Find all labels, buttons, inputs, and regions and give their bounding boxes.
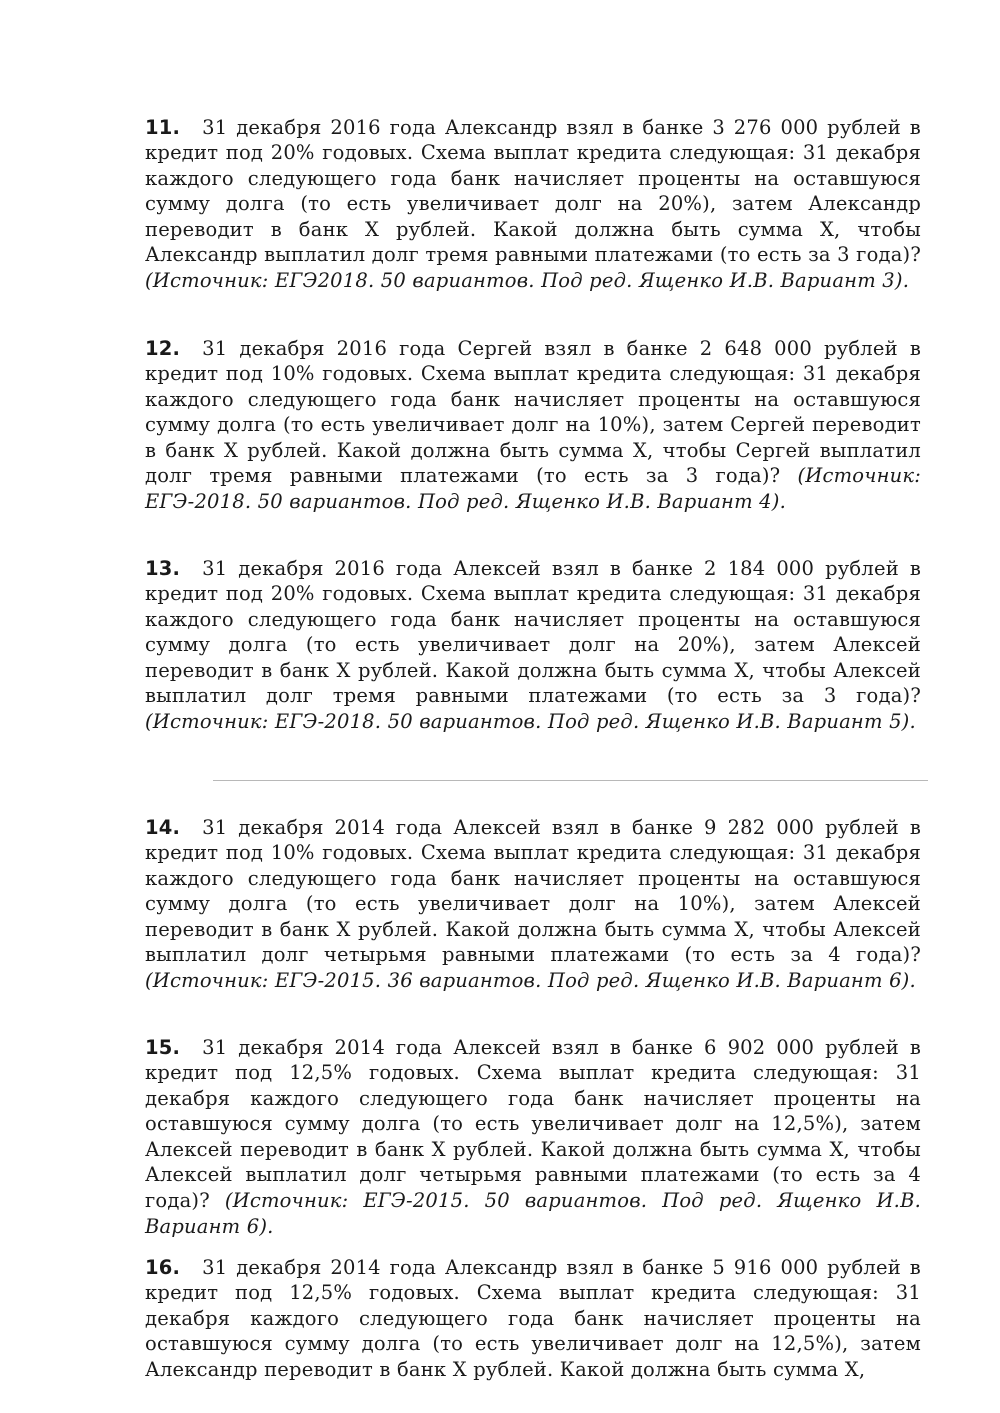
problem-number: 11. xyxy=(145,115,181,139)
problem-16 xyxy=(145,1255,921,1383)
problem-text: 31 декабря 2014 года Александр взял в банке 5 916 000 рублей в кредит под 12,5% годовых. Схема выплат кредита следующая: 31 декабря каждого следующего года банк начисляет проценты на оставшуюся сумму долга (то есть увеличивает долг на 12,5%), затем Александр переводит в банк X рублей. Какой должна быть сумма X, xyxy=(145,1255,921,1381)
problem-number: 12. xyxy=(145,336,181,360)
problem-source: (Источник: ЕГЭ-2015. 36 вариантов. Под ред. Ященко И.В. Вариант 6). xyxy=(145,969,916,993)
problem-number: 16. xyxy=(145,1255,181,1279)
problem-text: 31 декабря 2016 года Сергей взял в банке 2 648 000 рублей в кредит под 10% годовых. Схема выплат кредита следующая: 31 декабря каждого следующего года банк начисляет проценты на оставшуюся сумму долга (то есть увеличивает долг на 10%), затем Сергей переводит в банк X рублей. Какой должна быть сумма X, чтобы Сергей выплатил долг тремя равными платежами (то есть за 3 года)? xyxy=(145,336,921,488)
problem-number: 15. xyxy=(145,1035,181,1059)
problem-text: 31 декабря 2016 года Алексей взял в банке 2 184 000 рублей в кредит под 20% годовых. Схема выплат кредита следующая: 31 декабря каждого следующего года банк начисляет проценты на оставшуюся сумму долга (то есть увеличивает долг на 20%), затем Алексей переводит в банк X рублей. Какой должна быть сумма X, чтобы Алексей выплатил долг тремя равными платежами (то есть за 3 года)? xyxy=(145,556,921,708)
problem-11 xyxy=(145,115,921,294)
problem-12 xyxy=(145,336,921,515)
problem-14 xyxy=(145,815,921,994)
problem-15 xyxy=(145,1035,921,1240)
problem-text: 31 декабря 2014 года Алексей взял в банке 9 282 000 рублей в кредит под 10% годовых. Схема выплат кредита следующая: 31 декабря каждого следующего года банк начисляет проценты на оставшуюся сумму долга (то есть увеличивает долг на 10%), затем Алексей переводит в банк X рублей. Какой должна быть сумма X, чтобы Алексей выплатил долг четырьмя равными платежами (то есть за 4 года)? xyxy=(145,815,921,967)
problem-13 xyxy=(145,556,921,735)
problem-number: 14. xyxy=(145,815,181,839)
page-divider xyxy=(213,780,928,781)
problem-source: (Источник: ЕГЭ-2018. 50 вариантов. Под ред. Ященко И.В. Вариант 4). xyxy=(145,464,921,514)
problem-source: (Источник: ЕГЭ-2015. 50 вариантов. Под ред. Ященко И.В. Вариант 6). xyxy=(145,1189,921,1238)
problem-source: (Источник: ЕГЭ-2018. 50 вариантов. Под ред. Ященко И.В. Вариант 5). xyxy=(145,710,916,734)
problem-text: 31 декабря 2014 года Алексей взял в банке 6 902 000 рублей в кредит под 12,5% годовых. Схема выплат кредита следующая: 31 декабря каждого следующего года банк начисляет проценты на оставшуюся сумму долга (то есть увеличивает долг на 12,5%), затем Алексей переводит в банк X рублей. Какой должна быть сумма X, чтобы Алексей выплатил долг четырьмя равными платежами (то есть за 4 года)? xyxy=(145,1035,921,1213)
problem-number: 13. xyxy=(145,556,181,580)
problem-text: 31 декабря 2016 года Александр взял в банке 3 276 000 рублей в кредит под 20% годовых. Схема выплат кредита следующая: 31 декабря каждого следующего года банк начисляет проценты на оставшуюся сумму долга (то есть увеличивает долг на 20%), затем Александр переводит в банк X рублей. Какой должна быть сумма X, чтобы Александр выплатил долг тремя равными платежами (то есть за 3 года)? xyxy=(145,115,921,267)
problem-source: (Источник: ЕГЭ2018. 50 вариантов. Под ред. Ященко И.В. Вариант 3). xyxy=(145,269,910,293)
